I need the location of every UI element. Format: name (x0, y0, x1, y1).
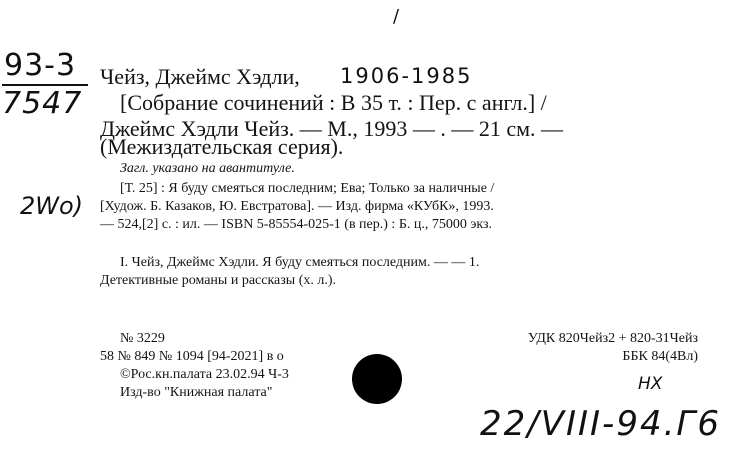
ink-stamp (352, 354, 402, 404)
handwritten-years: 1906-1985 (340, 64, 473, 88)
publisher-line: Изд-во "Книжная палата" (120, 385, 273, 400)
volume-contents: [Т. 25] : Я буду смеяться последним; Ева; Только за наличные / (120, 181, 495, 196)
chamber-line: ©Рос.кн.палата 23.02.94 Ч-3 (120, 367, 289, 382)
handwritten-date: 22/VIII-94.Г6 (480, 404, 721, 444)
heading-series: (Межиздательская серия). (100, 134, 344, 159)
card-number: № 3229 (120, 331, 165, 346)
bbk-code: ББК 84(4Вл) (622, 349, 698, 364)
title-note: Загл. указано на авантитуле. (120, 161, 295, 176)
call-number-bottom: 7547 (2, 86, 83, 121)
subject-entry: I. Чейз, Джеймс Хэдли. Я буду смеяться последним. — — 1. (120, 255, 480, 270)
call-number-top: 93-3 (4, 48, 77, 83)
heading-author: Чейз, Джеймс Хэдли, (100, 64, 300, 89)
heading-collection: [Собрание сочинений : В 35 т. : Пер. с англ.] / (120, 90, 547, 115)
handwritten-hx: HX (638, 374, 663, 394)
subject-genre: Детективные романы и рассказы (х. л.). (100, 273, 337, 288)
udk-code: УДК 820Чейз2 + 820-31Чейз (527, 331, 698, 346)
volume-extent: — 524,[2] с. : ил. — ISBN 5-85554-025-1 (в пер.) : Б. ц., 75000 экз. (100, 217, 493, 232)
margin-scribble: 2Wo) (20, 192, 84, 220)
heading-responsibility: Джеймс Хэдли Чейз. — М., 1993 — . — 21 см. — (100, 116, 564, 141)
handwritten-tick: / (393, 6, 400, 27)
order-number: 58 № 849 № 1094 [94-2021] в о (100, 349, 284, 364)
volume-publisher: [Худож. Б. Казаков, Ю. Евстратова]. — Изд. фирма «КУбК», 1993. (100, 199, 494, 214)
